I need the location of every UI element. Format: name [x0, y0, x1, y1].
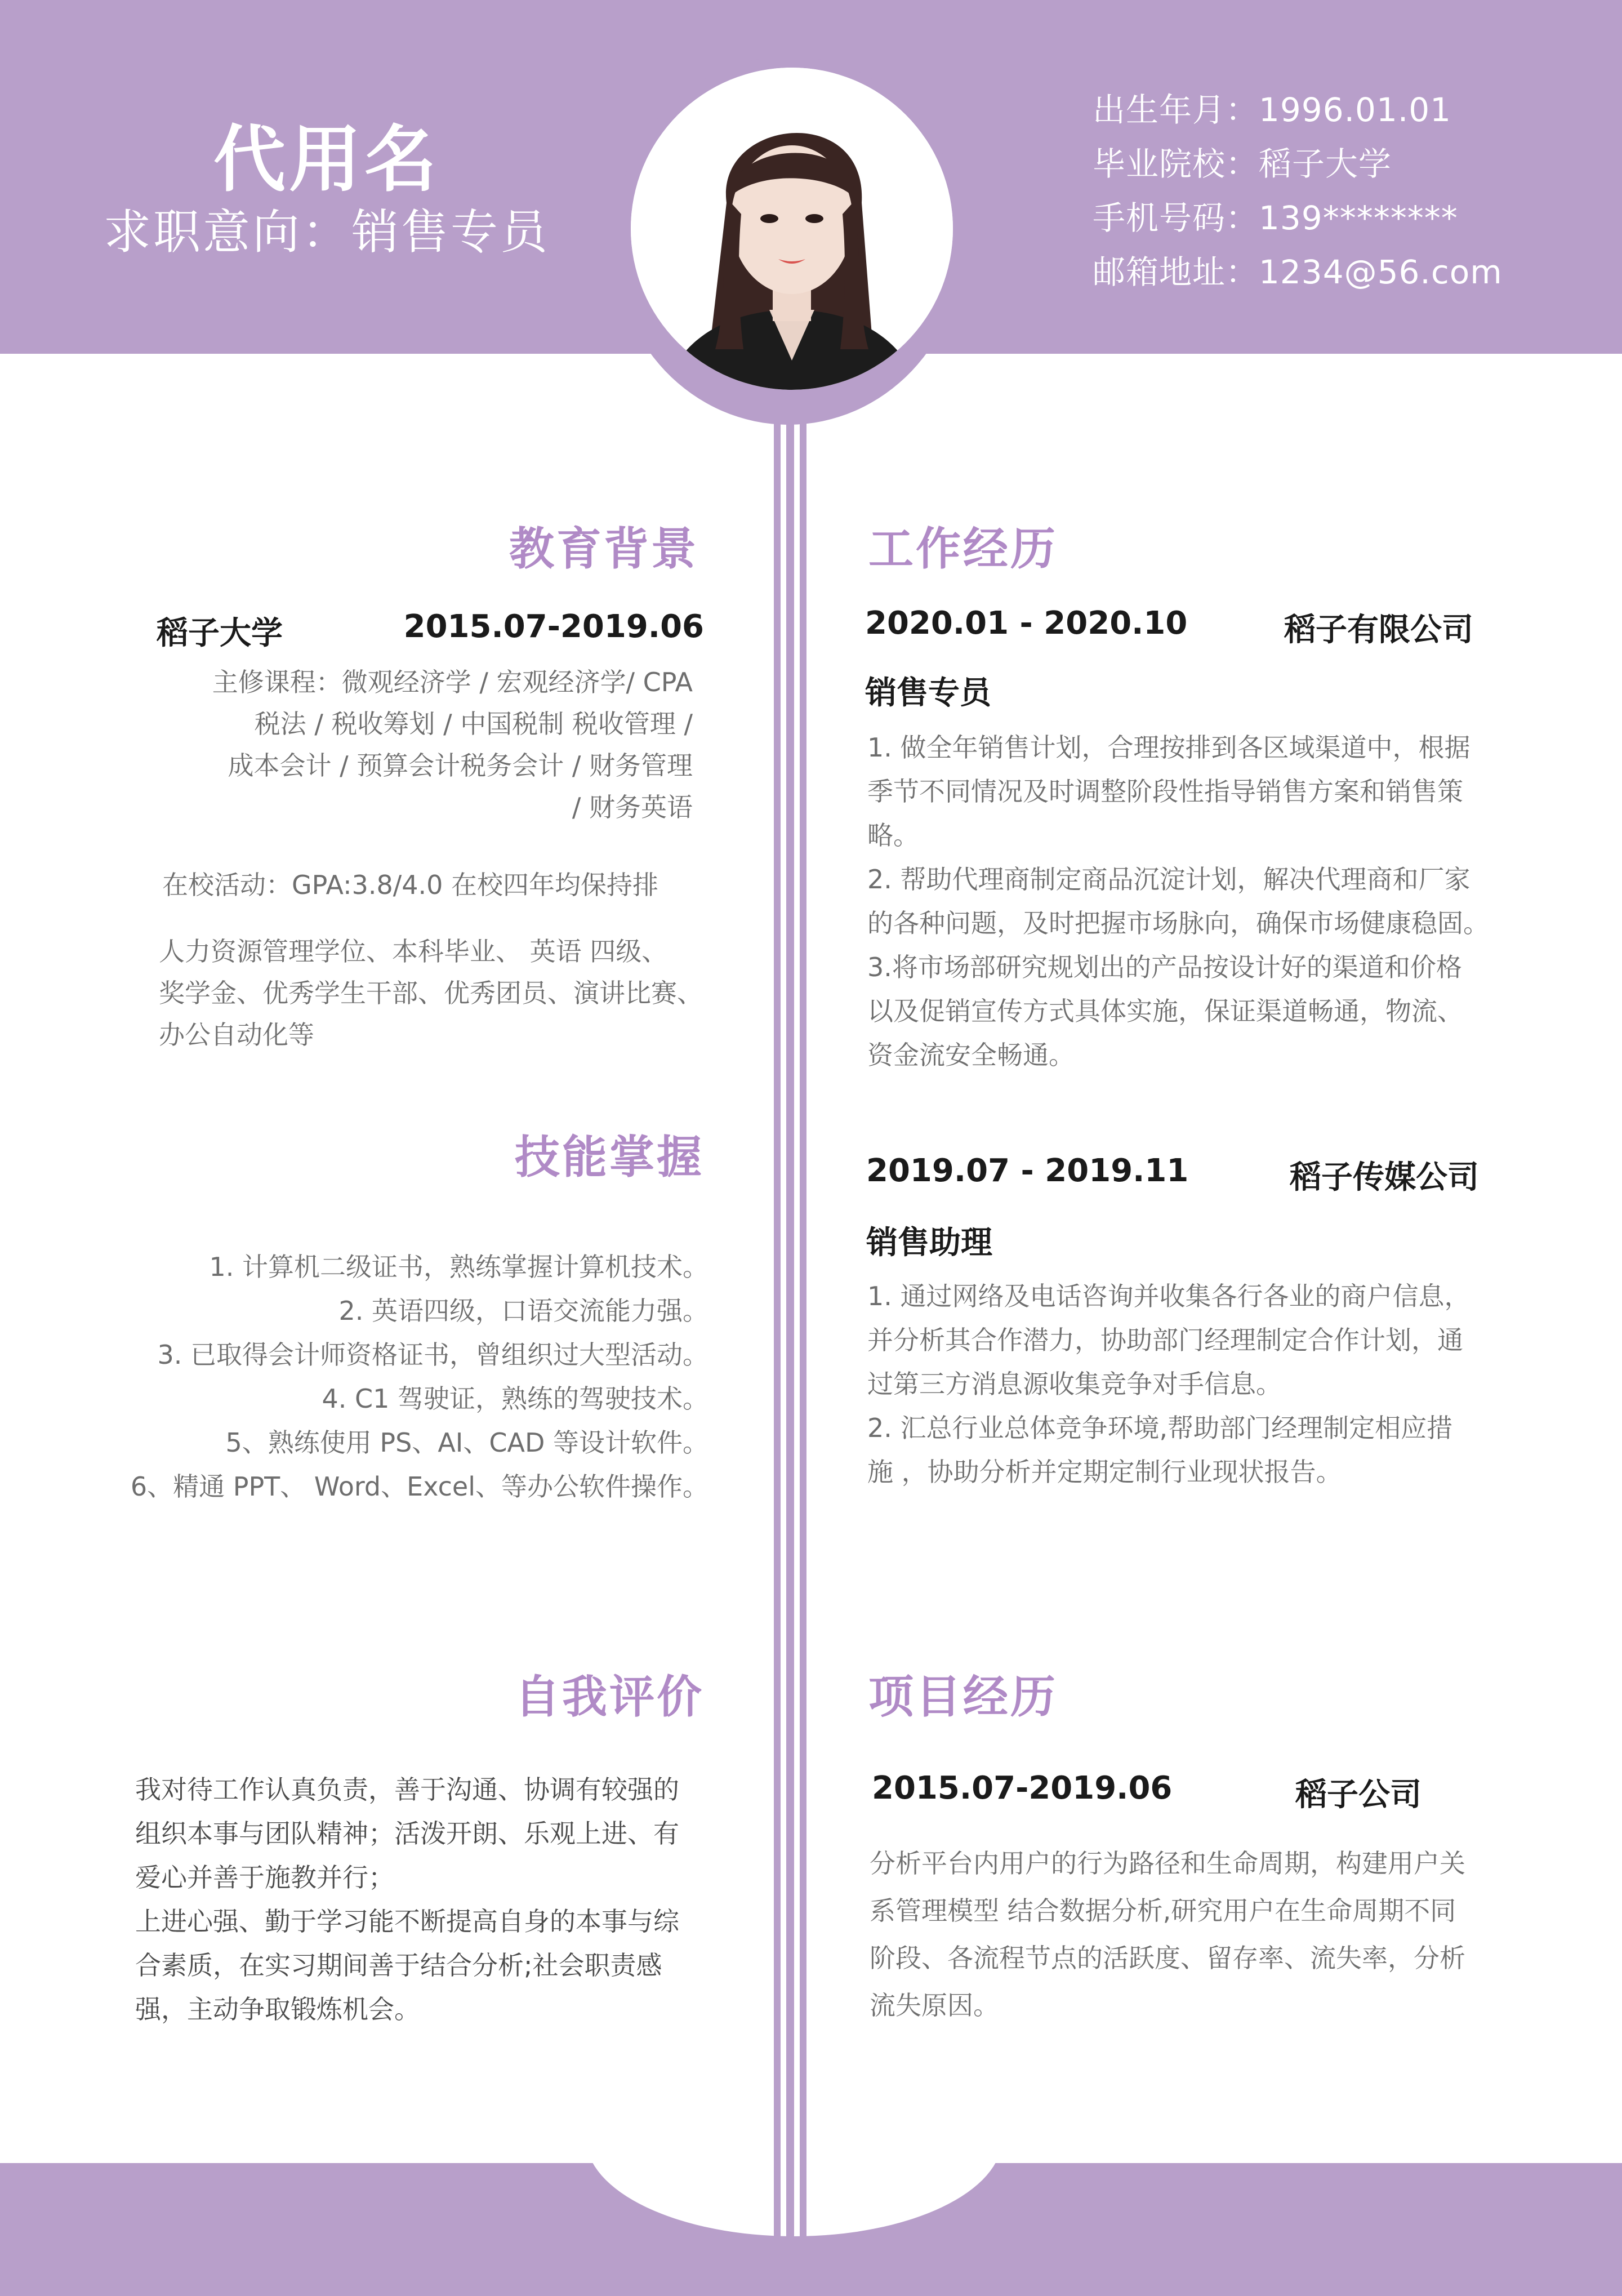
divider-line-center-footer: [786, 2039, 794, 2236]
self-eval-line: 我对待工作认真负责，善于沟通、协调有较强的: [135, 1774, 679, 1805]
divider-line-left-footer: [774, 2039, 781, 2236]
job-detail-line: 2. 汇总行业总体竞争环境,帮助部门经理制定相应措: [867, 1413, 1453, 1443]
job-company: 稻子传媒公司: [1290, 1159, 1479, 1196]
skill-item: 1. 计算机二级证书，熟练掌握计算机技术。: [209, 1252, 708, 1282]
info-school: 毕业院校：稻子大学: [1093, 145, 1392, 183]
skill-item: 3. 已取得会计师资格证书，曾组织过大型活动。: [157, 1340, 708, 1370]
self-eval-line: 上进心强、勤于学习能不断提高自身的本事与综: [135, 1906, 679, 1937]
skill-item: 2. 英语四级，口语交流能力强。: [338, 1296, 708, 1326]
job-detail-line: 并分析其合作潜力，协助部门经理制定合作计划，通: [867, 1325, 1463, 1355]
skill-item: 5、熟练使用 PS、AI、CAD 等设计软件。: [225, 1427, 708, 1458]
job-intent: 求职意向：销售专员: [103, 204, 550, 260]
education-school: 稻子大学: [157, 615, 283, 652]
project-period: 2015.07-2019.06: [872, 1770, 1173, 1806]
self-eval-line: 强，主动争取锻炼机会。: [135, 1994, 420, 2024]
education-course-line: 税法 / 税收筹划 / 中国税制 税收管理 /: [254, 709, 693, 739]
divider-line-left: [774, 417, 781, 2242]
education-title: 教育背景: [509, 523, 698, 575]
job-period: 2019.07 - 2019.11: [866, 1153, 1189, 1189]
self-eval-line: 爱心并善于施教并行；: [135, 1862, 394, 1893]
divider-line-center: [786, 417, 794, 2242]
work-title: 工作经历: [868, 523, 1058, 575]
job-detail-line: 过第三方消息源收集竞争对手信息。: [867, 1369, 1282, 1399]
info-phone: 手机号码：139********: [1093, 199, 1458, 237]
job-detail-line: 施 ，协助分析并定期定制行业现状报告。: [867, 1457, 1342, 1487]
skill-item: 6、精通 PPT、 Word、Excel、等办公软件操作。: [130, 1471, 708, 1502]
education-course-line: 主修课程：微观经济学 / 宏观经济学/ CPA: [212, 667, 693, 697]
job-detail-line: 以及促销宣传方式具体实施，保证渠道畅通，物流、: [867, 996, 1463, 1026]
job-detail-line: 资金流安全畅通。: [867, 1040, 1075, 1070]
self-eval-title: 自我评价: [515, 1671, 704, 1723]
project-detail-line: 系管理模型 结合数据分析,研究用户在生命周期不同: [870, 1895, 1456, 1926]
skills-title: 技能掌握: [515, 1131, 704, 1183]
self-eval-line: 合素质，在实习期间善于结合分析;社会职责感: [135, 1950, 662, 1981]
project-detail-line: 流失原因。: [870, 1990, 999, 2021]
divider-line-right-footer: [800, 2039, 806, 2236]
info-email: 邮箱地址：1234@56.com: [1093, 253, 1503, 291]
self-eval-line: 组织本事与团队精神；活泼开朗、乐观上进、有: [135, 1818, 679, 1849]
education-activity-line: 奖学金、优秀学生干部、优秀团员、演讲比赛、: [159, 978, 703, 1008]
education-activity-line: 在校活动：GPA:3.8/4.0 在校四年均保持排: [162, 870, 659, 900]
job-detail-line: 1. 通过网络及电话咨询并收集各行各业的商户信息，: [867, 1281, 1471, 1311]
project-detail-line: 阶段、各流程节点的活跃度、留存率、流失率，分析: [870, 1943, 1465, 1973]
portrait-photo: [631, 68, 953, 390]
job-detail-line: 的各种问题，及时把握市场脉向，确保市场健康稳固。: [867, 908, 1489, 938]
job-detail-line: 2. 帮助代理商制定商品沉淀计划，解决代理商和厂家: [867, 864, 1471, 895]
info-birth-date: 出生年月：1996.01.01: [1093, 91, 1452, 129]
candidate-name: 代用名: [213, 118, 440, 202]
footer-notch: [586, 2039, 1002, 2236]
job-company: 稻子有限公司: [1284, 612, 1473, 648]
education-activity-line: 人力资源管理学位、本科毕业、 英语 四级、: [159, 936, 668, 967]
skill-item: 4. C1 驾驶证，熟练的驾驶技术。: [322, 1383, 708, 1414]
portrait-icon: [631, 68, 953, 390]
education-activity-line: 办公自动化等: [159, 1020, 314, 1050]
project-title: 项目经历: [868, 1671, 1058, 1723]
education-period: 2015.07-2019.06: [403, 608, 704, 645]
project-company: 稻子公司: [1295, 1777, 1422, 1813]
job-role: 销售专员: [865, 675, 991, 711]
job-detail-line: 1. 做全年销售计划，合理按排到各区域渠道中，根据: [867, 732, 1471, 763]
job-detail-line: 3.将市场部研究规划出的产品按设计好的渠道和价格: [867, 952, 1462, 982]
education-course-line: 成本会计 / 预算会计税务会计 / 财务管理: [228, 750, 693, 781]
job-period: 2020.01 - 2020.10: [865, 605, 1188, 642]
education-course-line: / 财务英语: [572, 792, 693, 822]
job-detail-line: 略。: [867, 820, 919, 851]
job-detail-line: 季节不同情况及时调整阶段性指导销售方案和销售策: [867, 776, 1463, 807]
divider-line-right: [800, 417, 806, 2242]
project-detail-line: 分析平台内用户的行为路径和生命周期，构建用户关: [870, 1848, 1465, 1879]
job-role: 销售助理: [866, 1225, 992, 1261]
